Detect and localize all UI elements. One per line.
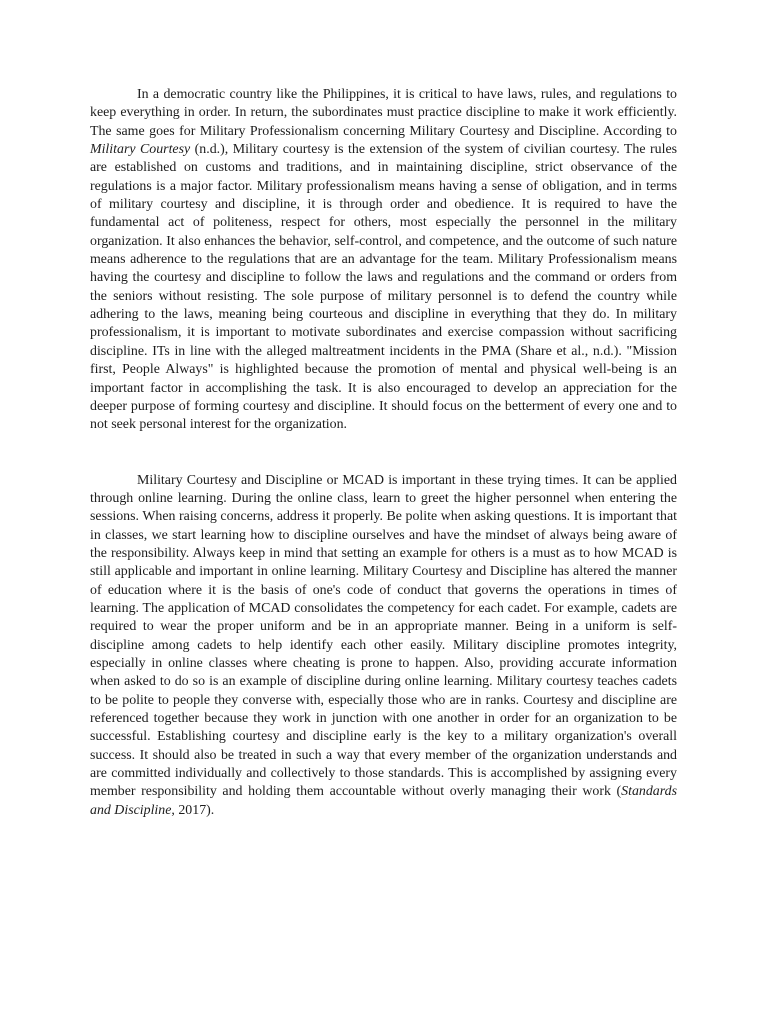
document-page: [90, 86, 677, 820]
paragraph-2-text-b: , 2017).: [171, 802, 215, 818]
paragraph-1-text-a: In a democratic country like the Philippines, it is critical to have laws, rules, and regulations to keep everything in order. In return, the subordinates must practice discipline to make it work efficiently. The same goes for Military Professionalism concerning Military Courtesy and Discipline. According to: [90, 87, 677, 139]
citation-military-courtesy: Military Courtesy: [90, 142, 191, 158]
paragraph-2-text-a: Military Courtesy and Discipline or MCAD is important in these trying times. It can be applied through online learning. During the online class, learn to greet the higher personnel when entering the sessions. When raising concerns, address it properly. Be polite when asking questions. It is important that in classes, we start learning how to discipline ourselves and have the mindset of always being aware of the responsibility. Always keep in mind that setting an example for others is a must as to how MCAD is still applicable and important in online learning. Military Courtesy and Discipline has altered the manner of education where it is the basis of one's code of conduct that governs the operations in times of learning. The application of MCAD consolidates the competency for each cadet. For example, cadets are required to wear the proper uniform and be in an appropriate manner. Being in a uniform is self-discipline among cadets to help identify each other easily. Military discipline promotes integrity, especially in online classes where cheating is prone to happen. Also, providing accurate information when asked to do so is an example of discipline during online learning. Military courtesy teaches cadets to be polite to people they converse with, especially those who are in ranks. Courtesy and discipline are referenced together because they work in junction with one another in order for an organization to be successful. Establishing courtesy and discipline early is the key to a military organization's overall success. It should also be treated in such a way that every member of the organization understands and are committed individually and collectively to those standards. This is accomplished by assigning every member responsibility and holding them accountable without overly managing their work (: [90, 472, 677, 800]
paragraph-1-text-b: (n.d.), Military courtesy is the extension of the system of civilian courtesy. The rules are established on customs and traditions, and in maintaining discipline, strict observance of the regulations is a major factor. Military professionalism means having a sense of obligation, and in terms of military courtesy and discipline, it is through order and obedience. It is required to have the fundamental act of politeness, respect for others, most especially the personnel in the military organization. It also enhances the behavior, self-control, and competence, and the outcome of such nature means adherence to the regulations that are an advantage for the team. Military Professionalism means having the courtesy and discipline to follow the laws and regulations and the command or orders from the seniors without resisting. The sole purpose of military personnel is to defend the country while adhering to the laws, meaning being courteous and discipline in everything that they do. In military professionalism, it is important to motivate subordinates and exercise compassion without sacrificing discipline. ITs in line with the alleged maltreatment incidents in the PMA (Share et al., n.d.). "Mission first, People Always" is highlighted because the promotion of mental and physical well-being is an important factor in accomplishing the task. It is also encouraged to develop an appreciation for the deeper purpose of forming courtesy and discipline. It should focus on the betterment of every one and to not seek personal interest for the organization.: [90, 142, 678, 433]
paragraph-military-professionalism: [90, 86, 677, 435]
paragraph-mcad-online-learning: [90, 472, 677, 821]
citation-standards-and-discipline: Standards and Discipline: [90, 784, 677, 818]
